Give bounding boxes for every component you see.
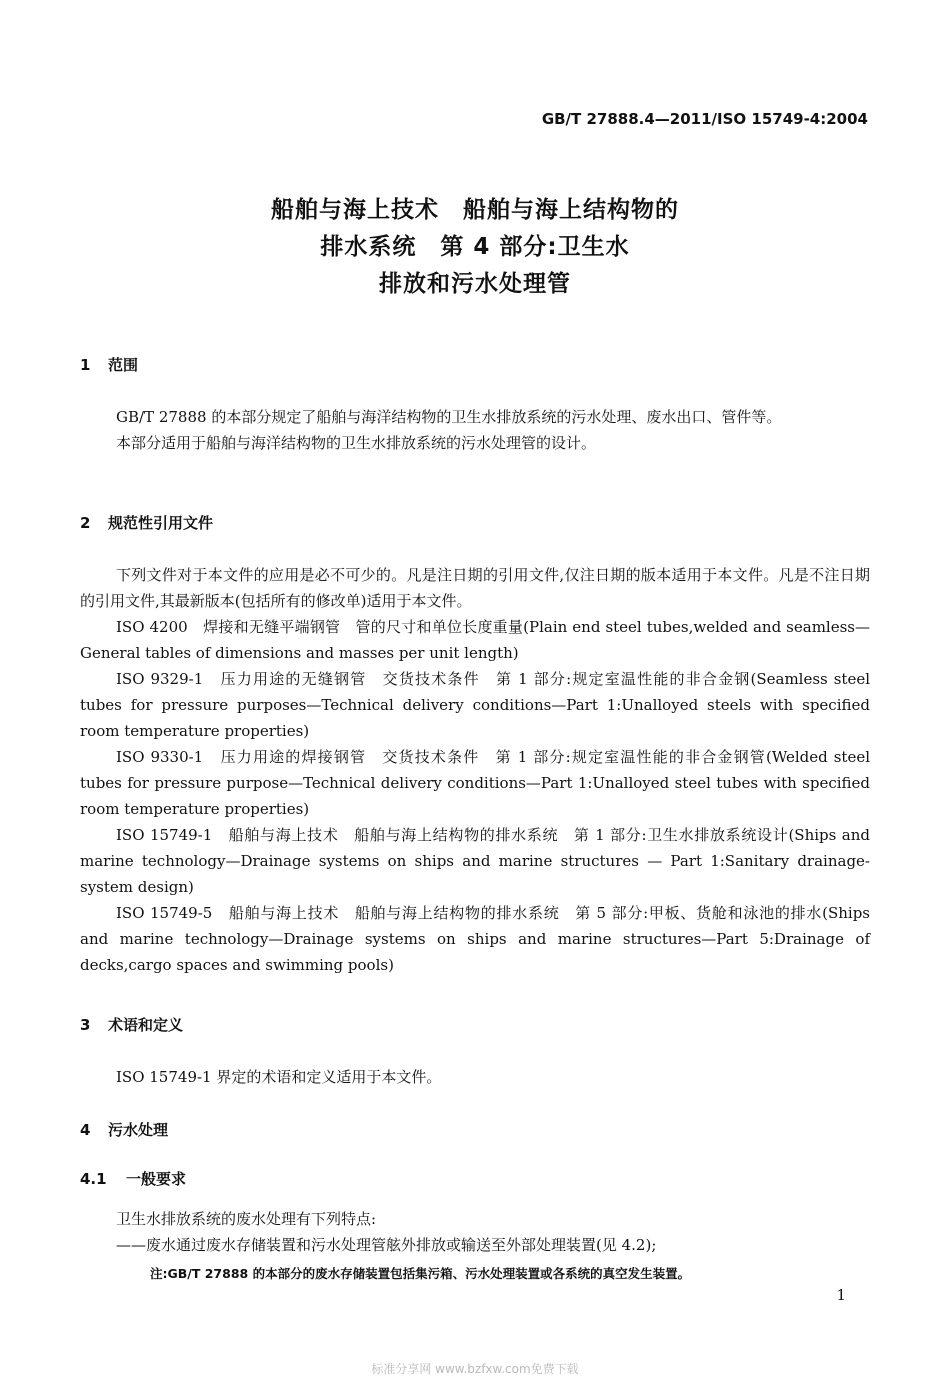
- section-2-body: [80, 562, 870, 978]
- section-number: 4: [80, 1121, 91, 1139]
- paragraph: 本部分适用于船舶与海洋结构物的卫生水排放系统的污水处理管的设计。: [116, 434, 597, 452]
- document-title: [0, 192, 950, 303]
- page-number: 1: [836, 1286, 846, 1304]
- title-line-1: 船舶与海上技术 船舶与海上结构物的: [271, 197, 679, 223]
- section-number: 3: [80, 1016, 91, 1034]
- section-number: 1: [80, 356, 91, 374]
- paragraph: 下列文件对于本文件的应用是必不可少的。凡是注日期的引用文件,仅注日期的版本适用于本文件。凡是不注日期的引用文件,其最新版本(包括所有的修改单)适用于本文件。: [80, 566, 870, 610]
- paragraph: 卫生水排放系统的废水处理有下列特点:: [116, 1210, 377, 1228]
- watermark: 标准分享网 www.bzfxw.com免费下载: [371, 1362, 579, 1376]
- section-4-heading: [80, 1117, 870, 1143]
- title-line-3: 排放和污水处理管: [379, 271, 571, 297]
- subsection-4-1-heading: [80, 1166, 870, 1192]
- section-2-heading: [80, 510, 870, 536]
- section-3-heading: [80, 1012, 870, 1038]
- subsection-title: 一般要求: [126, 1170, 187, 1188]
- note: 注:GB/T 27888 的本部分的废水存储装置包括集污箱、污水处理装置或各系统的真空发生装置。: [150, 1266, 691, 1281]
- reference-entry: ISO 4200 焊接和无缝平端钢管 管的尺寸和单位长度重量(Plain end steel tubes,welded and seamless—General tables of dimensions and masses per unit length): [80, 618, 870, 662]
- list-item: ——废水通过废水存储装置和污水处理管舷外排放或输送至外部处理装置(见 4.2);: [116, 1236, 657, 1254]
- title-line-2: 排水系统 第 4 部分:卫生水: [320, 234, 630, 260]
- section-1-body: [80, 404, 870, 456]
- paragraph: ISO 15749-1 界定的术语和定义适用于本文件。: [116, 1068, 442, 1086]
- paragraph: GB/T 27888 的本部分规定了船舶与海洋结构物的卫生水排放系统的污水处理、废水出口、管件等。: [116, 408, 782, 426]
- reference-entry: ISO 15749-1 船舶与海上技术 船舶与海上结构物的排水系统 第 1 部分:卫生水排放系统设计(Ships and marine technology—Drainage systems on ships and marine structures — Part 1:Sanitary drainage-system design): [80, 826, 870, 896]
- section-3-body: [80, 1064, 870, 1090]
- subsection-number: 4.1: [80, 1170, 107, 1188]
- reference-entry: ISO 9329-1 压力用途的无缝钢管 交货技术条件 第 1 部分:规定室温性能的非合金钢(Seamless steel tubes for pressure purposes—Technical delivery conditions—Part 1:Unalloyed steels with specified room temperature properties): [80, 670, 870, 740]
- reference-entry: ISO 15749-5 船舶与海上技术 船舶与海上结构物的排水系统 第 5 部分:甲板、货舱和泳池的排水(Ships and marine technology—Drainage systems on ships and marine structures—Part 5:Drainage of decks,cargo spaces and swimming pools): [80, 904, 870, 974]
- section-number: 2: [80, 514, 91, 532]
- section-title: 规范性引用文件: [108, 514, 214, 532]
- section-title: 术语和定义: [108, 1016, 184, 1034]
- standard-id: GB/T 27888.4—2011/ISO 15749-4:2004: [541, 110, 868, 128]
- section-title: 污水处理: [108, 1121, 169, 1139]
- section-title: 范围: [108, 356, 139, 374]
- section-1-heading: [80, 352, 870, 378]
- reference-entry: ISO 9330-1 压力用途的焊接钢管 交货技术条件 第 1 部分:规定室温性能的非合金钢管(Welded steel tubes for pressure purpose—Technical delivery conditions—Part 1:Unalloyed steel tubes with specified room temperature properties): [80, 748, 870, 818]
- subsection-4-1-body: [80, 1206, 870, 1258]
